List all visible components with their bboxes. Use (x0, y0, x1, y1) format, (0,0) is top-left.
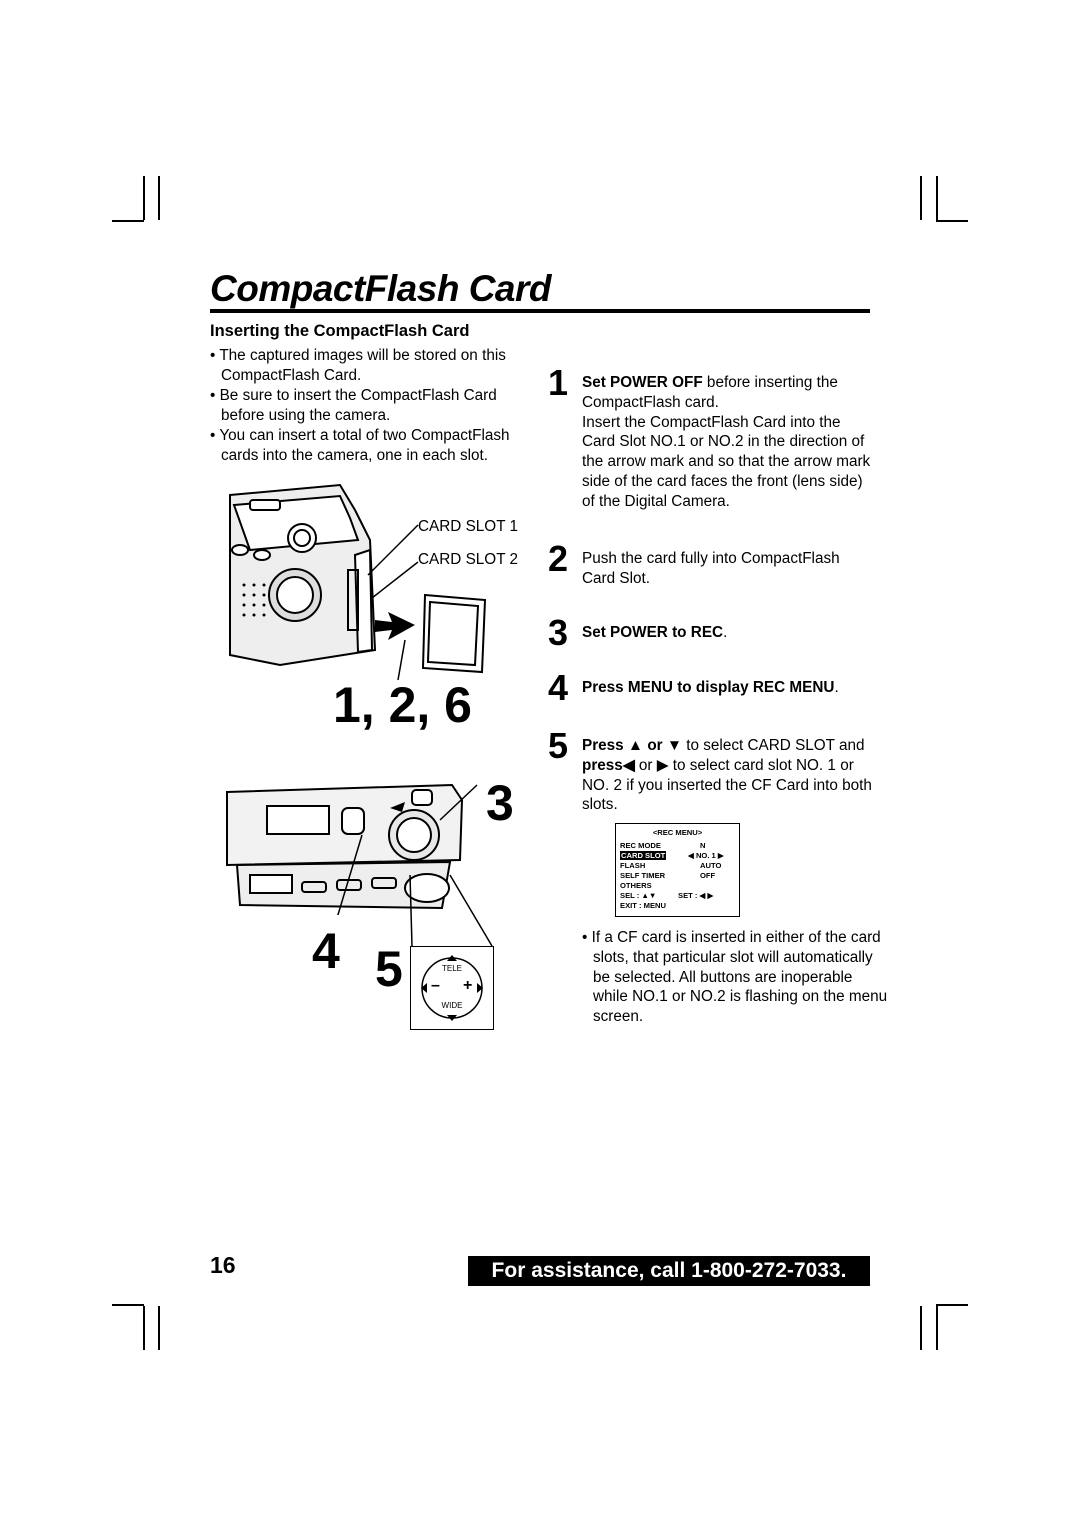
step-body-extra: Insert the CompactFlash Card into the Card Slot NO.1 or NO.2 in the direction of the arrow mark and so that the arrow mark side of the card faces the front (lens side) of the Digital Camera. (582, 413, 871, 510)
step-label-3: 3 (486, 775, 514, 831)
crop-mark (920, 1306, 922, 1350)
menu-row-label: OTHERS (620, 881, 652, 890)
menu-row-label: FLASH (620, 861, 646, 870)
crop-mark (920, 176, 922, 220)
camera-card-insert-illustration (220, 480, 520, 690)
crop-mark (936, 220, 968, 222)
menu-row-value: N (700, 841, 706, 850)
zoom-minus: – (431, 977, 440, 994)
card-slot-2-label: CARD SLOT 2 (418, 551, 519, 568)
bullet-item: • Be sure to insert the CompactFlash Card before using the camera. (210, 387, 497, 424)
title-rule (210, 309, 870, 313)
crop-mark (112, 1304, 144, 1306)
step-body: . (723, 624, 728, 641)
step-bold: Press ▲ or ▼ (582, 737, 683, 754)
menu-row-value: OFF (700, 871, 716, 880)
page-title: CompactFlash Card (210, 268, 552, 309)
step-bold: Set POWER to REC (582, 624, 724, 641)
menu-row-label: SELF TIMER (620, 871, 666, 880)
tele-label: TELE (441, 964, 462, 973)
step-text: Push the card fully into CompactFlash Card Slot. (582, 550, 840, 587)
rec-menu-title: <REC MENU> (652, 828, 703, 837)
intro-bullets (210, 346, 540, 466)
step-body: before inserting the CompactFlash card. (582, 374, 838, 411)
menu-row-value: SET : ◀ ▶ (678, 891, 714, 900)
assistance-banner: For assistance, call 1-800-272-7033. (468, 1256, 870, 1286)
card-slot-1-label: CARD SLOT 1 (418, 518, 519, 535)
menu-row-label: EXIT : MENU (620, 901, 666, 910)
crop-mark (112, 220, 144, 222)
step-bold: press◀ (582, 756, 635, 774)
step-bold: Press MENU to display REC MENU (582, 679, 835, 696)
menu-row-label: SEL : ▲▼ (620, 891, 657, 900)
step-text (582, 678, 874, 698)
wide-label: WIDE (441, 1001, 463, 1010)
step-text (582, 623, 874, 643)
bullet-item: • The captured images will be stored on this CompactFlash Card. (210, 347, 506, 384)
section-subheading: Inserting the CompactFlash Card (210, 322, 470, 340)
step-number: 5 (548, 725, 569, 766)
step-label-5: 5 (375, 941, 403, 997)
menu-row-value: AUTO (700, 861, 722, 870)
bullet-item: • You can insert a total of two CompactFlash cards into the camera, one in each slot. (210, 427, 510, 464)
crop-mark (936, 1306, 938, 1350)
rec-menu-screen (615, 823, 740, 917)
crop-mark (158, 176, 160, 220)
zoom-callout-lines (400, 870, 500, 950)
zoom-lever-icon (411, 947, 493, 1029)
step-number: 2 (548, 538, 569, 579)
step-body: to select CARD SLOT and (682, 737, 865, 754)
step-label-4: 4 (312, 923, 340, 979)
step-bold: Set POWER OFF (582, 374, 703, 391)
step-body: or ▶ to select card slot NO. 1 or NO. 2 if you inserted the CF Card into both slots. (582, 756, 872, 814)
crop-mark (143, 176, 145, 220)
step-text (582, 736, 874, 815)
menu-row-value: ◀ NO. 1 ▶ (688, 851, 724, 860)
step-number: 3 (548, 612, 569, 653)
step-text (582, 373, 874, 512)
step-body: . (834, 679, 839, 696)
note-bullet: • If a CF card is inserted in either of the card slots, that particular slot will automatically be selected. All buttons are inoperable while NO.1 or NO.2 is flashing on the menu screen. (582, 929, 888, 1026)
step-number: 1 (548, 362, 569, 403)
crop-mark (143, 1306, 145, 1350)
menu-row-label: REC MODE (620, 841, 661, 850)
page-number: 16 (210, 1252, 236, 1278)
zoom-lever-detail (410, 946, 494, 1030)
zoom-plus: + (463, 977, 473, 994)
crop-mark (936, 176, 938, 220)
step-label-1-2-6: 1, 2, 6 (333, 677, 472, 733)
crop-mark (158, 1306, 160, 1350)
menu-row-label-selected: CARD SLOT (621, 851, 666, 860)
crop-mark (936, 1304, 968, 1306)
step-number: 4 (548, 667, 569, 708)
